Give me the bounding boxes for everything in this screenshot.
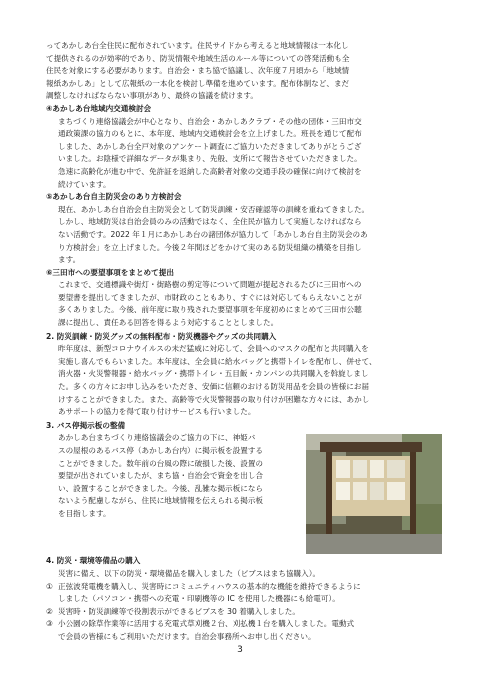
text-line: あかしあ台まちづくり連絡協議会のご協力の下に、神姫バ: [58, 433, 256, 443]
text-line: 現在、あかしあ台自治会自主防災会として防災訓練・安否確認等の訓練を重ねてきました。: [58, 204, 370, 214]
text-line: 実施し喜んでもらいました。本年度は、全会員に給水バッグと携帯トイレを配布し、併せて、: [58, 356, 377, 366]
disaster-committee-section: [46, 191, 442, 267]
sub-heading: ⑤あかしあ台自主防災会のあり方検討会: [46, 192, 182, 202]
bus-stop-board-photo: [306, 434, 442, 554]
text-line: を目指します。: [58, 508, 111, 518]
list-item: [46, 618, 442, 643]
text-line: 要望書を提出してきましたが、市財政のこともあり、すぐには対応してもらえないことが: [58, 292, 362, 302]
item-number: ②: [46, 606, 53, 616]
text-line: ってあかしあ台全住民に配布されています。住民サイドから考えると地域情報は一本化し: [46, 41, 349, 50]
text-line: ます。: [58, 255, 81, 265]
text-line: で会員の皆様にもご利用いただけます。自治会事務所へお申し出ください。: [58, 631, 316, 641]
item-number: ①: [46, 581, 53, 591]
text-line: て提供されるのが効率的であり、防災情報や地域生活のルール等についての啓発活動も全: [46, 53, 350, 63]
text-line: 報紙あかしあ」として広報紙の一本化を検討し準備を進めています。配布体制など、まだ: [46, 78, 350, 88]
text-line: 住民を対象にする必要があります。自治会・まち協で協議し、次年度７月頃から「地域情: [46, 66, 350, 76]
text-line: 課に提出し、責任ある回答を得るよう対応することとしました。: [58, 318, 279, 328]
equipment-purchase-section: [46, 555, 442, 643]
text-line: 要望が出されていましたが、まち協・自治会で資金を出し合: [58, 471, 264, 481]
text-line: 災害時・防災訓練等で役割表示ができるビブスを 30 着購入しました。: [58, 606, 300, 616]
text-line: ことができました。数年前の台風の際に破損した後、設置の: [58, 458, 264, 468]
text-line: い、設置することができました。今後、乱雑な掲示板になら: [58, 483, 264, 493]
list-item: [46, 606, 442, 619]
text-line: 災害に備え、以下の防災・環境備品を購入しました（ビブスはまち協購入）。: [58, 569, 321, 578]
text-line: スの屋根のあるバス停（あかしあ台内）に掲示板を設置する: [58, 446, 264, 455]
item-number: ③: [46, 619, 53, 629]
text-line: しました（パソコン・携帯への充電・印刷機等の IC を使用した機器にも給電可）。: [58, 594, 340, 604]
text-line: 消火器・火災警報器・給水バッグ・携帯トイレ・五目飯・カンパンの共同購入を斡旋しまし: [58, 369, 369, 379]
text-line: しかし、地域防災は自治会員のみの活動ではなく、全住民が協力して実施しなければなら: [58, 217, 362, 227]
text-line: 急速に高齢化が進む中で、免許証を返納した高齢者対象の交通手段の確保に向けて検討を: [58, 166, 362, 176]
intro-paragraph: [46, 40, 442, 103]
text-line: これまで、交通標識や街灯・街路樹の剪定等について問題が提起されるたびに三田市への: [58, 280, 362, 290]
disaster-goods-section: [46, 331, 442, 419]
text-line: た。多くの方々にお申し込みをいただき、安価に信頼のおける防災用品を会員の皆様にお届: [58, 382, 370, 392]
list-item: [46, 581, 442, 606]
text-line: 昨年度は、新型コロナウイルスの未だ猛威に対応して、会員へのマスクの配布と共同購入を: [58, 344, 369, 354]
text-line: ないよう配慮しながら、住民に地域情報を伝えられる掲示板: [58, 496, 264, 506]
page-number: 3: [237, 645, 243, 655]
bus-stop-board-section: [46, 420, 442, 555]
text-line: いました。お陰様で詳細なデータが集まり、先般、支所にて報告させていただきました。: [58, 154, 362, 164]
sub-heading: ④あかしあ台地域内交通検討会: [46, 103, 152, 113]
text-line: まちづくり連絡協議会が中心となり、自治会・あかしあクラブ・その他の団体・三田市交: [58, 116, 362, 126]
text-line: り方検討会」を立上げました。今後２年間ほどをかけて実のある防災組織の構築を目指し: [58, 242, 362, 252]
text-line: ない活動です。2022 年１月にあかしあ台の諸団体が協力して「あかしあ台自主防災会のあ: [58, 229, 368, 239]
requests-section: [46, 267, 442, 330]
text-line: 通政策課の協力のもとに、本年度、地域内交通検討会を立上げました。班長を通じて配布: [58, 129, 362, 139]
text-line: しました、あかしあ台全戸対象のアンケート調査にご協力いただきましてありがとうござ: [58, 141, 362, 151]
text-line: 続けています。: [58, 179, 111, 189]
text-line: 正弦波発電機を購入し、災害時にコミュニティハウスの基本的な機能を維持できるように: [58, 581, 361, 591]
traffic-committee-section: [46, 103, 442, 191]
section-heading: 2. 防災訓練・防災グッズの無料配布・防災機器やグッズの共同購入: [46, 331, 277, 341]
section-heading: 3. バス停掲示板の整備: [46, 420, 126, 430]
text-line: 調整しなければならない事項があり、最終の協議を続けます。: [46, 91, 259, 101]
text-line: けすることができました。また、高齢等で火災警報器の取り付けが困難な方々には、あかし: [58, 394, 370, 404]
sub-heading: ⑥三田市への要望事項をまとめて提出: [46, 267, 174, 277]
text-line: 小公園の除草作業等に活用する充電式草刈機２台、刈払機１台を購入しました。電動式: [58, 619, 355, 629]
text-line: あサポートの協力を得て取り付けサービスも行いました。: [58, 407, 256, 417]
text-line: 多くありました。今後、前年度に取り残された要望事項を年度初めにまとめて三田市公聴: [58, 305, 362, 315]
section-heading: 4. 防災・環境等備品の購入: [46, 556, 141, 566]
